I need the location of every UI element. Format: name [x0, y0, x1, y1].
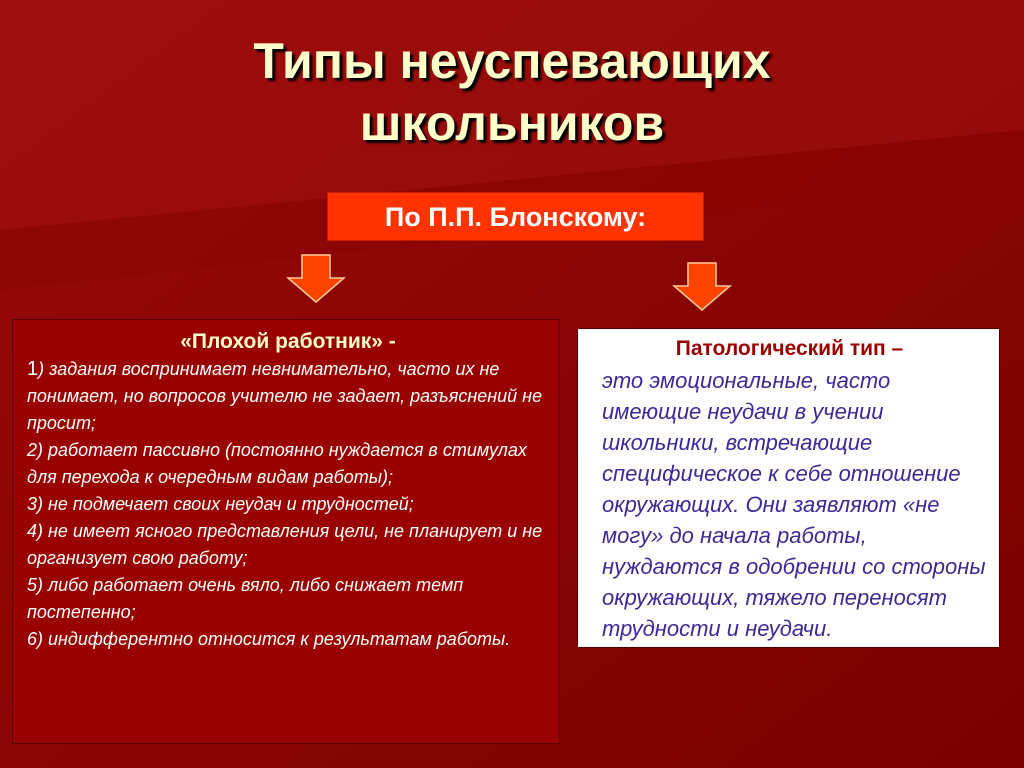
list-item: 3) не подмечает своих неудач и трудностей;	[27, 494, 414, 514]
title-line-1: Типы неуспевающих	[253, 33, 771, 89]
subtitle-text: По П.П. Блонскому:	[384, 202, 647, 232]
pathological-type-box	[577, 328, 1000, 648]
pathological-type-description: это эмоциональные, часто имеющие неудачи в учении школьники, встречающие специфическое к себе отношение окружающих. Они заявляют «не могу» до начала работы, нуждаются в одобрении со стороны окружающих, тяжело переносят трудности и неудачи.	[602, 368, 986, 641]
list-item: 2) работает пассивно (постоянно нуждается в стимулах для перехода к очередным видам работы);	[27, 440, 527, 487]
list-item: 6) индифферентно относится к результатам работы.	[27, 629, 511, 649]
down-arrow-icon	[672, 262, 732, 312]
title-line-2: школьников	[359, 95, 665, 151]
subtitle-box	[327, 192, 704, 241]
page-title	[0, 30, 1024, 154]
item-text: ) задания воспринимает невнимательно, часто их не понимает, но вопросов учителю не задает, разъяснений не просит;	[27, 359, 543, 433]
pathological-type-heading: Патологический тип –	[675, 337, 904, 360]
list-item: 5) либо работает очень вяло, либо снижает темп постепенно;	[27, 575, 464, 622]
bad-worker-box	[12, 319, 560, 744]
item-number: 1	[27, 358, 39, 380]
list-item	[27, 356, 549, 437]
bad-worker-heading: «Плохой работник» -	[180, 330, 396, 353]
list-item: 4) не имеет ясного представления цели, не планирует и не организует свою работу;	[27, 521, 543, 568]
down-arrow-icon	[286, 254, 346, 304]
